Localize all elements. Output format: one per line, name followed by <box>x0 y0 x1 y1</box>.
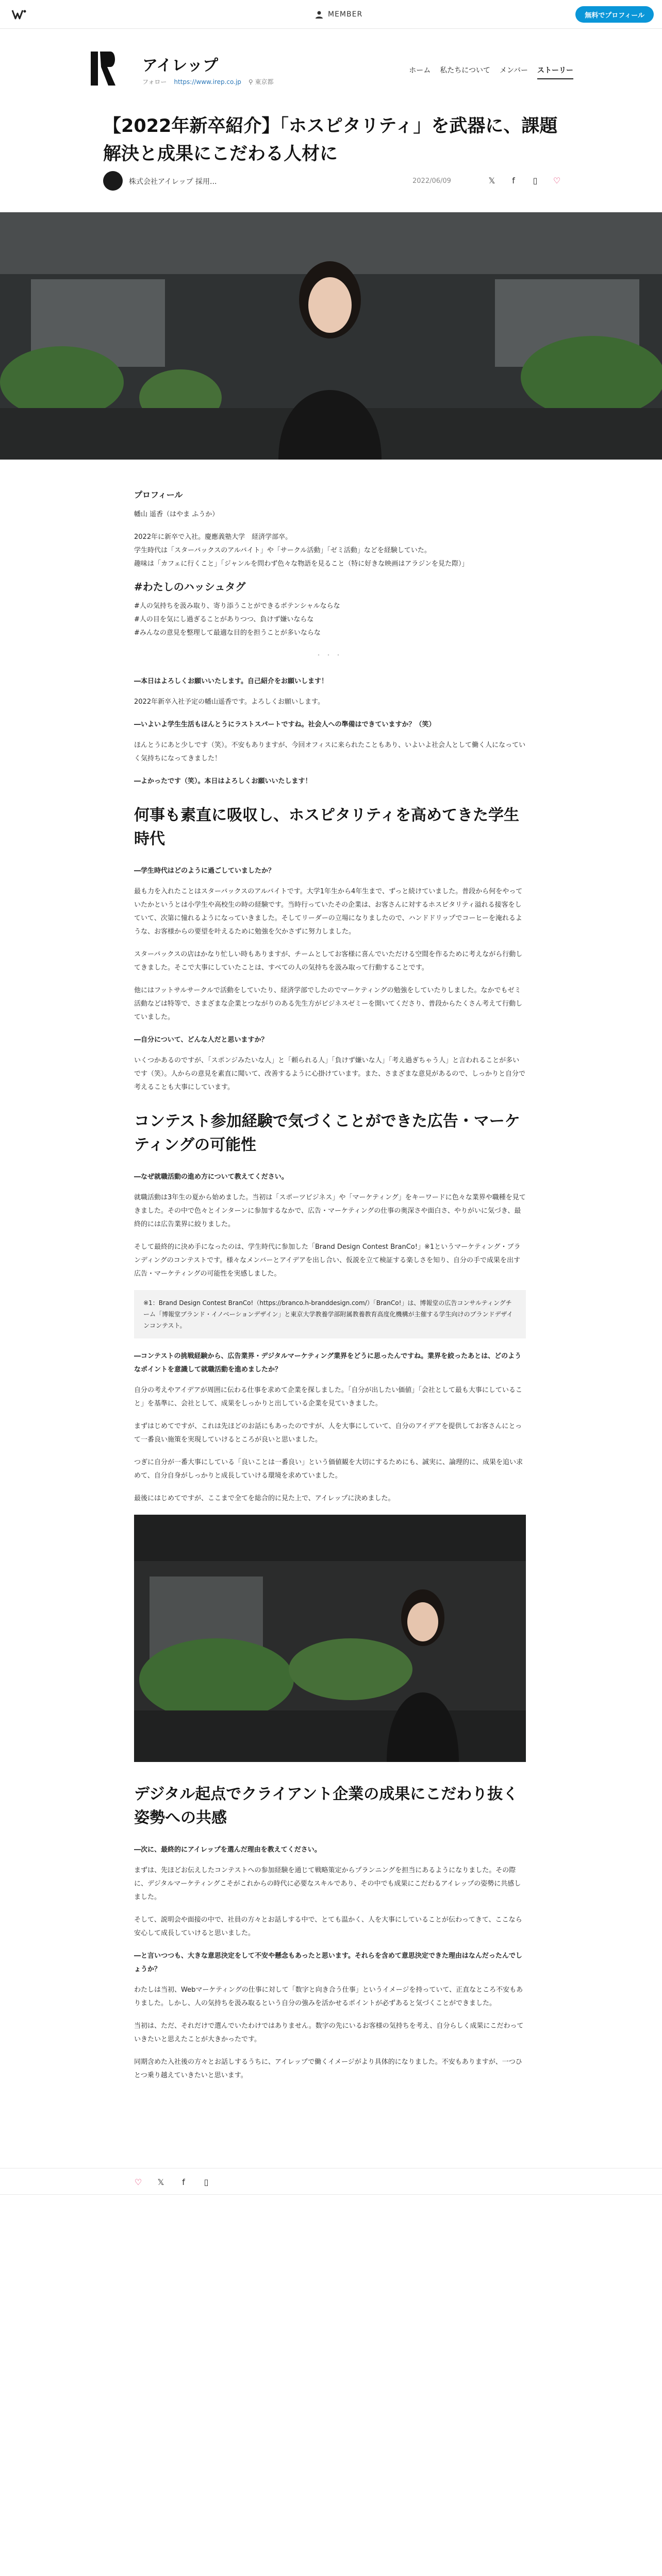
interview-question: ―本日はよろしくお願いいたします。自己紹介をお願いします！ <box>134 677 328 685</box>
interview-answer: 他にはフットサルサークルで活動をしていたり、経済学部でしたのでマーケティングの勉強をしていたりしました。なかでもゼミ活動などは特等で、さまざまな企業とつながりのある先生方がビジネスゼミーを開いてくださり、普段からたくさん考えて行動していました。 <box>134 987 523 1021</box>
share-icons <box>487 175 562 185</box>
company-url[interactable]: https://www.irep.co.jp <box>174 78 241 86</box>
separator-dots: ・・・ <box>315 652 345 659</box>
floating-share-bar <box>0 2168 662 2195</box>
footnote-box: ※1：Brand Design Contest BranCo!（https://branco.h-branddesign.com/）「BranCo!」は、博報堂の広告コンサルティングチーム「博報堂ブランド・イノベーションデザイン」と東京大学教養学部附属教養教育高度化機構が主催する学生向けのブランドデザインコンテスト。 <box>134 1290 526 1338</box>
bookmark-icon[interactable]: ▯ <box>204 2177 209 2187</box>
interview-question: ―と言いつつも、大きな意思決定をして不安や懸念もあったと思います。それらを含めて意思決定できた理由はなんだったんでしょうか？ <box>134 1952 522 1973</box>
nav-stories[interactable]: ストーリー <box>537 65 573 79</box>
interview-answer: スターバックスの店はかなり忙しい時もありますが、チームとしてお客様に喜んでいただける空間を作るために考えながら行動してきました。そこで大事にしていたことは、すべての人の気持ちを汲み取って行動することです。 <box>134 951 523 972</box>
interview-question: ―なぜ就職活動の進め方について教えてください。 <box>134 1173 288 1181</box>
interview-answer: つぎに自分が一番大事にしている「良いことは一番良い」という価値観を大切にするためにも、誠実に、論理的に、成果を追い求めて、自分自身がしっかりと成長していける環境を求めていました。 <box>134 1459 523 1480</box>
hashtag-item: #みんなの意見を整理して最適な目的を担うことが多いならな <box>134 629 321 637</box>
nav-home[interactable]: ホーム <box>409 66 431 75</box>
location-label: 東京都 <box>255 78 274 86</box>
interview-answer: 自分の考えやアイデアが周囲に伝わる仕事を求めて企業を探しました。「自分が出したい価値」「会社として最も大事にしていること」を基準に、会社として、成果をしっかりと出している企業を見ていきました。 <box>134 1386 522 1408</box>
signup-button[interactable]: 無料でプロフィール <box>575 6 654 23</box>
company-header <box>89 49 573 91</box>
facebook-share-icon[interactable]: f <box>182 2177 185 2187</box>
section-heading: コンテスト参加経験で気づくことができた広告・マーケティングの可能性 <box>134 1112 520 1154</box>
company-name[interactable]: アイレップ <box>142 57 218 75</box>
hashtag-heading: #わたしのハッシュタグ <box>134 581 246 593</box>
article-body <box>134 479 526 2092</box>
facebook-share-icon[interactable]: f <box>512 175 515 185</box>
x-share-icon[interactable]: 𝕏 <box>488 175 495 185</box>
interview-question: ―よかったです（笑）。本日はよろしくお願いいたします！ <box>134 777 312 785</box>
hero-photo <box>0 212 662 460</box>
article-photo <box>134 1515 526 1762</box>
story-title: 【2022年新卒紹介】「ホスピタリティ」を武器に、課題解決と成果にこだわる人材に <box>103 116 558 164</box>
follow-link[interactable]: フォロー <box>142 78 167 86</box>
interview-answer: 当初は、ただ、それだけで選んでいたわけではありません。数字の先にいるお客様の気持ちを考え、自分らしく成果にこだわっていきたいと思えたことが大きかったです。 <box>134 2022 524 2043</box>
member-label: MEMBER <box>328 10 363 19</box>
x-share-icon[interactable]: 𝕏 <box>157 2177 164 2187</box>
story-date: 2022/06/09 <box>412 177 451 185</box>
profile-line: 学生時代は「スターバックスのアルバイト」や「サークル活動」「ゼミ活動」などを経験していた。 <box>134 547 431 554</box>
interview-answer: そして最終的に決め手になったのは、学生時代に参加した「Brand Design Contest BranCo!」※1というマーケティング・ブランディングのコンテストです。様々なメンバーとアイデアを出し合い、仮説を立て検証する楽しさを知り、自分の手で成果を出す広告・マーケティングの可能性を実感しました。 <box>134 1243 521 1278</box>
interview-answer: そして、説明会や面接の中で、社員の方々とお話しする中で、とても温かく、人を大事にしていることが伝わってきて、ここなら安心して成長していけると思いました。 <box>134 1916 522 1937</box>
interview-answer: いくつかあるのですが、「スポンジみたいな人」と「頼られる人」「負けず嫌いな人」「考え過ぎちゃう人」と言われることが多いです（笑）。人からの意見を素直に聞いて、改善するように心掛けています。また、さまざまな意見があるので、しっかりと自分で考えることも大事にしています。 <box>134 1057 525 1091</box>
author-name[interactable]: 株式会社アイレップ 採用... <box>129 178 217 186</box>
heart-icon[interactable]: ♡ <box>134 2177 142 2187</box>
interview-answer: 同期含めた入社後の方々とお話しするうちに、アイレップで働くイメージがより具体的になりました。不安もありますが、一つひとつ乗り越えていきたいと思います。 <box>134 2058 522 2079</box>
interview-answer: わたしは当初、Webマーケティングの仕事に対して「数字と向き合う仕事」というイメージを持っていて、正直なところ不安もありました。しかし、人の気持ちを汲み取るという自分の強みを活かせるポイントが必ずあると気づくことができました。 <box>134 1986 523 2007</box>
location-icon: ⚲ <box>248 78 253 86</box>
interview-question: ―いよいよ学生生活もほんとうにラストスパートですね。社会人への準備はできていますか？（笑） <box>134 721 436 728</box>
author-avatar[interactable] <box>103 171 123 191</box>
company-meta <box>142 77 274 86</box>
hashtag-item: #人の気持ちを汲み取り、寄り添うことができるポテンシャルならな <box>134 602 340 610</box>
interview-question: ―コンテストの挑戦経験から、広告業界・デジタルマーケティング業界をどうに思ったんですね。業界を絞ったあとは、どのようなポイントを意識して就職活動を進めましたか？ <box>134 1352 522 1374</box>
profile-name: 幡山 遥香（はやま ふうか） <box>134 511 219 518</box>
interview-answer: 最後にはじめてですが、ここまで全てを総合的に見た上で、アイレップに決めました。 <box>134 1495 395 1502</box>
user-icon <box>315 10 324 19</box>
interview-question: ―学生時代はどのように過ごしていましたか？ <box>134 867 275 875</box>
profile-line: 趣味は「カフェに行くこと」「ジャンルを問わず色々な物語を見ること（特に好きな映画はアラジンを見た際）」 <box>134 560 469 568</box>
interview-answer: まずはじめてですが、これは先ほどのお話にもあったのですが、人を大事にしていて、自分のアイデアを提供してお客さんにとって一番良い施策を実現していけるところが良いと思いました。 <box>134 1422 522 1444</box>
interview-answer: 最も力を入れたことはスターバックスのアルバイトです。大学1年生から4年生まで、ずっと続けていました。普段から何をやっていたかというとは小学生や高校生の時の経験です。当時行っていたその企業は、お客さんに対するホスピタリティ溢れる接客をしていて、次第に憧れるようになっていきました。そしてリーダーの立場になりましたので、ハンドドリップでコーヒーを淹れるような、お客様からの要望を叶えるために勉強を欠かさずに努力しました。 <box>134 888 523 936</box>
location-text <box>249 77 274 86</box>
heart-icon[interactable]: ♡ <box>553 175 561 185</box>
story-byline <box>103 171 562 192</box>
interview-answer: まずは、先ほどお伝えしたコンテストへの参加経験を通じて戦略策定からプランニングを担当にあるようになりました。その際に、デジタルマーケティングこそがこれからの時代に必要なスキルであり、その中でも成果にこだわるアイレップの姿勢に共感しました。 <box>134 1867 521 1901</box>
interview-answer: 就職活動は3年生の夏から始めました。当初は「スポーツビジネス」や「マーケティング」をキーワードに色々な業界や職種を見てきました。その中で色々とインターンに参加するなかで、広告・マーケティングの仕事の奥深さや面白さ、やりがいに気づき、最終的には広告業界に絞りました。 <box>134 1194 526 1228</box>
interview-question: ―自分について、どんな人だと思いますか？ <box>134 1036 268 1044</box>
section-heading: デジタル起点でクライアント企業の成果にこだわり抜く姿勢への共感 <box>134 1785 519 1827</box>
bookmark-icon[interactable]: ▯ <box>533 175 538 185</box>
interview-question: ―次に、最終的にアイレップを選んだ理由を教えてください。 <box>134 1846 321 1854</box>
hashtag-item: #人の目を気にし過ぎることがありつつ、負けず嫌いならな <box>134 616 314 623</box>
interview-answer: 2022年新卒入社予定の幡山遥香です。よろしくお願いします。 <box>134 698 325 706</box>
profile-line: 2022年に新卒で入社。慶應義塾大学 経済学部卒。 <box>134 533 292 541</box>
hero-photo-illustration <box>0 212 662 460</box>
section-heading: 何事も素直に吸収し、ホスピタリティを高めてきた学生時代 <box>134 806 519 848</box>
article-photo-illustration <box>134 1515 526 1762</box>
nav-members[interactable]: メンバー <box>499 66 528 75</box>
profile-heading: プロフィール <box>134 490 183 500</box>
company-nav <box>409 65 573 79</box>
floating-share-icons <box>133 2177 211 2187</box>
top-bar <box>0 0 662 29</box>
interview-answer: ほんとうにあと少しです（笑）。不安もありますが、今回オフィスに来られたこともあり、いよいよ社会人として働く人になっていく気持ちになってきました！ <box>134 741 526 762</box>
nav-about[interactable]: 私たちについて <box>440 66 490 75</box>
member-link[interactable] <box>315 8 362 21</box>
company-logo-icon[interactable] <box>89 49 119 88</box>
wantedly-logo-icon[interactable] <box>11 8 27 21</box>
